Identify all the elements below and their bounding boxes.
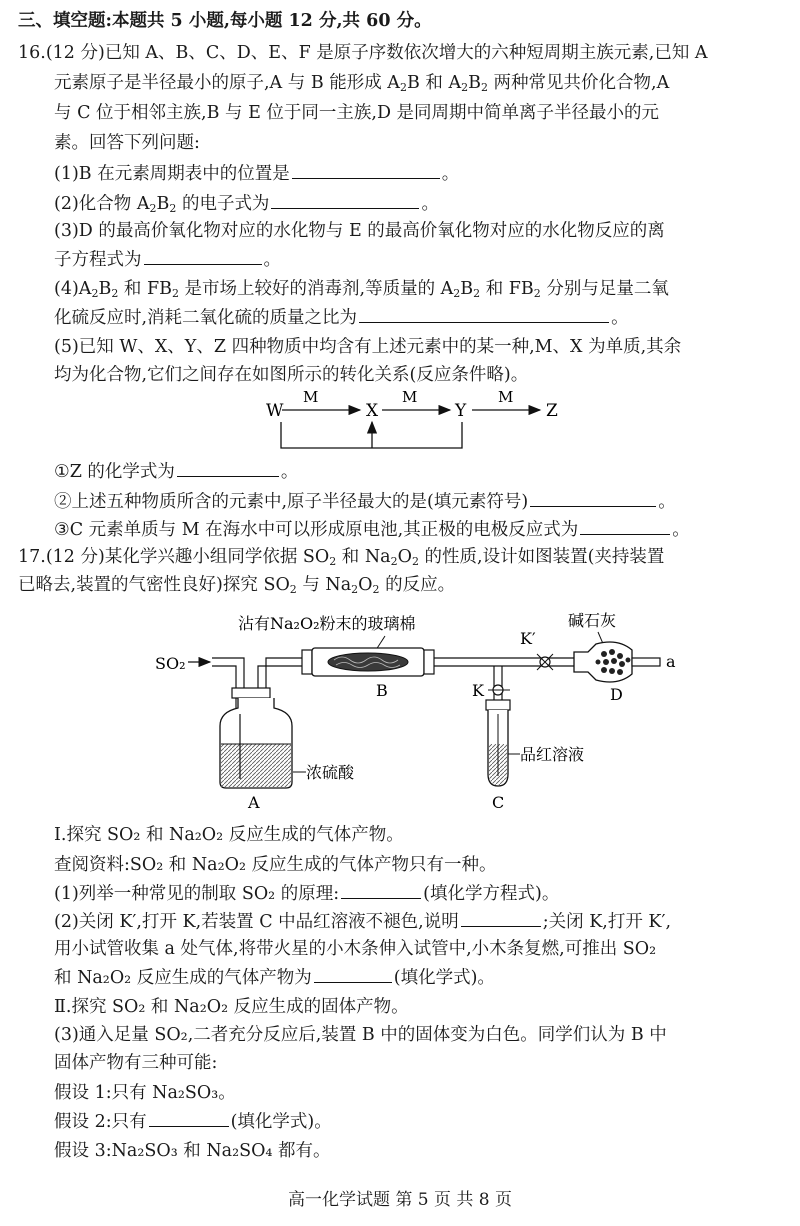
- q17-part1-title: Ⅰ.探究 SO₂ 和 Na₂O₂ 反应生成的气体产物。: [54, 825, 404, 845]
- q17-part2-title: Ⅱ.探究 SO₂ 和 Na₂O₂ 反应生成的固体产物。: [54, 997, 409, 1017]
- q16-line1: 16.(12 分)已知 A、B、C、D、E、F 是原子序数依次增大的六种短周期主族元素,已知 A: [18, 43, 708, 63]
- q17-hypothesis-2: 假设 2:只有 (填化学式)。: [54, 1108, 784, 1135]
- q16-line4: 素。回答下列问题:: [54, 133, 200, 153]
- answer-blank[interactable]: [530, 488, 656, 507]
- q16-part2: (2)化合物 $A_2B_2$ 的电子式为 。: [54, 190, 784, 217]
- node-y: Y: [455, 401, 467, 421]
- q17-line2: 已略去,装置的气密性良好)探究 $SO_2$ 与 $Na_2O_2$ 的反应。: [18, 575, 456, 596]
- q17-p3b: 固体产物有三种可能:: [54, 1053, 218, 1073]
- label-outlet-a: a: [666, 652, 676, 671]
- page-footer: 高一化学试题 第 5 页 共 8 页: [287, 1190, 513, 1210]
- section-header: 三、填空题:本题共 5 小题,每小题 12 分,共 60 分。: [18, 11, 432, 31]
- q16-part5b: 均为化合物,它们之间存在如图所示的转化关系(反应条件略)。: [54, 365, 529, 385]
- outlet-a: [632, 658, 660, 666]
- label-k: K: [472, 681, 484, 700]
- pinhong-label: 品红溶液: [520, 745, 585, 764]
- q17-p3a: (3)通入足量 SO₂,二者充分反应后,装置 B 中的固体变为白色。同学们认为 B 中: [54, 1025, 667, 1045]
- q17-line1: 17.(12 分)某化学兴趣小组同学依据 $SO_2$ 和 $Na_2O_2$ 的性质,设计如图装置(夹持装置: [18, 547, 665, 568]
- glasswool-label: 沾有Na₂O₂粉末的玻璃棉: [238, 614, 416, 633]
- answer-blank[interactable]: [271, 190, 419, 209]
- label-b: B: [376, 681, 388, 700]
- q16-number: 16.: [18, 43, 46, 63]
- answer-blank[interactable]: [461, 908, 541, 927]
- reagent-m-2: M: [402, 390, 418, 406]
- answer-blank[interactable]: [144, 246, 262, 265]
- node-x: X: [366, 401, 379, 421]
- label-c: C: [492, 793, 505, 812]
- q17-p2c: 用小试管收集 a 处气体,将带火星的小木条伸入试管中,小木条复燃,可推出 SO₂: [54, 939, 657, 959]
- conversion-diagram: [0, 390, 800, 456]
- h2so4-label: 浓硫酸: [306, 763, 355, 782]
- q16-sub3: ③C 元素单质与 M 在海水中可以形成原电池,其正极的电极反应式为 。: [54, 516, 784, 543]
- label-k-prime: K′: [520, 629, 536, 648]
- q17-hypothesis-1: 假设 1:只有 Na₂SO₃。: [54, 1083, 236, 1103]
- q16-line3: 与 C 位于相邻主族,B 与 E 位于同一主族,D 是同周期中简单离子半径最小的元: [54, 103, 660, 123]
- q17-ref: 查阅资料:SO₂ 和 Na₂O₂ 反应生成的气体产物只有一种。: [54, 855, 497, 875]
- glasswool: [328, 653, 408, 671]
- q17-p2a: (2)关闭 K′,打开 K,若装置 C 中品红溶液不褪色,说明 ;关闭 K,打开 K′,: [54, 908, 784, 935]
- q16-part1: (1)B 在元素周期表中的位置是 。: [54, 160, 784, 187]
- apparatus-diagram: [0, 604, 800, 816]
- q17-p1: (1)列举一种常见的制取 SO₂ 的原理: (填化学方程式)。: [54, 880, 784, 907]
- so2-inlet-label: SO₂: [155, 654, 186, 673]
- q16-part4a: $(4)A_2B_2$ 和 $FB_2$ 是市场上较好的消毒剂,等质量的 $A_2B_2$ 和 $FB_2$ 分别与足量二氧: [54, 279, 669, 300]
- node-w: W: [266, 401, 284, 421]
- bottle-a-stopper: [232, 688, 270, 698]
- q16-part3a: (3)D 的最高价氧化物对应的水化物与 E 的最高价氧化物对应的水化物反应的离: [54, 221, 665, 241]
- bottle-a-acid: [221, 744, 291, 787]
- q17-p2d: 和 Na₂O₂ 反应生成的气体产物为 (填化学式)。: [54, 964, 784, 991]
- q16-sub2: ②上述五种物质所含的元素中,原子半径最大的是(填元素符号) 。: [54, 488, 784, 515]
- answer-blank[interactable]: [177, 458, 279, 477]
- label-d: D: [610, 685, 623, 704]
- answer-blank[interactable]: [149, 1108, 229, 1127]
- answer-blank[interactable]: [292, 160, 440, 179]
- q16-part5a: (5)已知 W、X、Y、Z 四种物质中均含有上述元素中的某一种,M、X 为单质,其余: [54, 337, 682, 357]
- answer-blank[interactable]: [359, 304, 609, 323]
- q16-sub1: ①Z 的化学式为 。: [54, 458, 784, 485]
- soda-lime-label: 碱石灰: [568, 611, 617, 630]
- q16-part4b: 化硫反应时,消耗二氧化硫的质量之比为 。: [54, 304, 784, 331]
- q16-part3b: 子方程式为 。: [54, 246, 784, 273]
- answer-blank[interactable]: [580, 516, 670, 535]
- node-z: Z: [546, 401, 558, 421]
- label-a: A: [248, 793, 260, 812]
- q17-number: 17.: [18, 547, 46, 567]
- answer-blank[interactable]: [341, 880, 421, 899]
- answer-blank[interactable]: [314, 964, 392, 983]
- q17-hypothesis-3: 假设 3:Na₂SO₃ 和 Na₂SO₄ 都有。: [54, 1141, 331, 1161]
- q16-line2: 元素原子是半径最小的原子,A 与 B 能形成 $A_2B$ 和 $A_2B_2$ 两种常见共价化合物,A: [54, 73, 670, 94]
- reagent-m-1: M: [303, 390, 319, 406]
- tube-c-stopper: [486, 700, 510, 710]
- reagent-m-3: M: [498, 390, 514, 406]
